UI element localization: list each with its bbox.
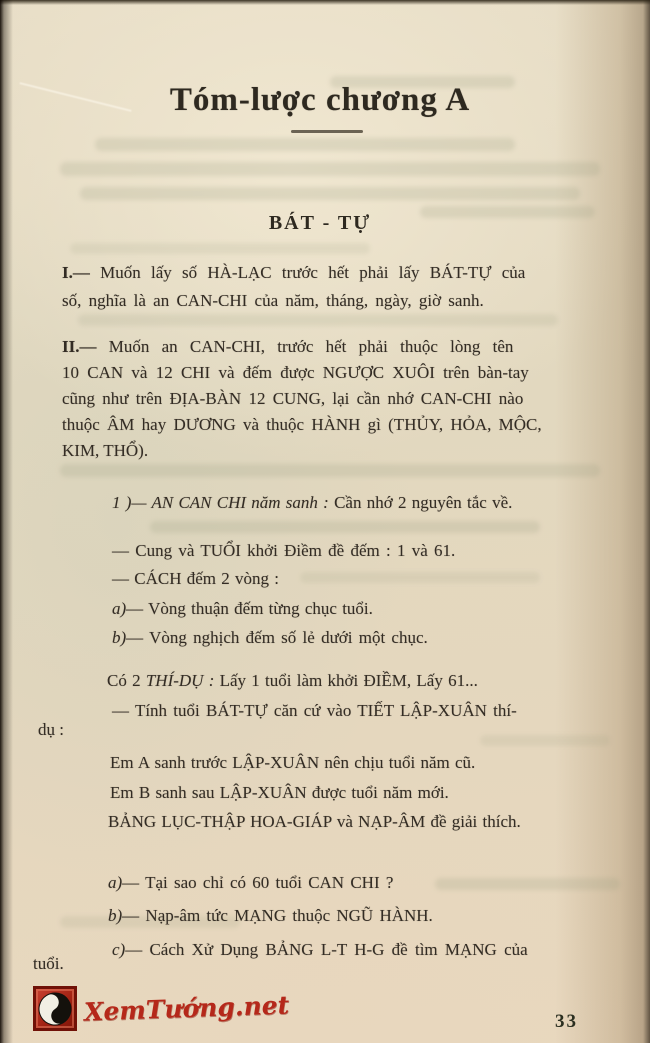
page-title: Tóm-lược chương A [169,82,471,118]
text-line: 1 )— AN CAN CHI năm sanh : Cần nhớ 2 nguyên tắc về. [112,493,513,512]
text-line: I.— Muốn lấy số HÀ-LẠC trước hết phải lấy BÁT-TỰ của [62,263,526,282]
text-line: — CÁCH đếm 2 vòng : [112,569,279,588]
text-line: b)— Vòng nghịch đếm số lẻ dưới một chục. [112,628,428,647]
text-line: KIM, THỔ). [62,441,149,460]
text-line: Em A sanh trước LẬP-XUÂN nên chịu tuổi năm cũ. [110,753,476,772]
watermark [33,986,289,1031]
text-line: c)— Cách Xử Dụng BẢNG L-T H-G đề tìm MẠNG của [112,940,528,959]
title-divider [291,130,363,133]
bleedthrough-smudge [300,572,540,583]
text-line: số, nghĩa là an CAN-CHI của năm, tháng, ngày, giờ sanh. [62,291,484,310]
text-line: dụ : [38,720,64,739]
bleedthrough-smudge [60,162,600,176]
bleedthrough-smudge [80,187,580,200]
watermark-text: XemTướng.net [83,990,290,1027]
text-line: cũng như trên ĐỊA-BÀN 12 CUNG, lại cần nhớ CAN-CHI nào [62,389,524,408]
text-line: II.— Muốn an CAN-CHI, trước hết phải thuộc lòng tên [62,337,514,356]
section-heading: BÁT - TỰ [268,212,372,234]
bleedthrough-smudge [435,878,620,890]
text-line: BẢNG LỤC-THẬP HOA-GIÁP và NẠP-ÂM đề giải thích. [108,812,521,831]
text-line: Em B sanh sau LẬP-XUÂN được tuổi năm mới. [110,783,449,802]
text-line: b)— Nạp-âm tức MẠNG thuộc NGŨ HÀNH. [108,906,433,925]
bleedthrough-smudge [95,138,515,151]
bleedthrough-smudge [480,735,610,746]
text-line: — Tính tuổi BÁT-TỰ căn cứ vào TIẾT LẬP-XUÂN thí- [112,701,517,720]
text-line: a)— Tại sao chỉ có 60 tuổi CAN CHI ? [108,873,394,892]
yin-yang-icon [33,986,77,1031]
bleedthrough-smudge [60,464,600,477]
bleedthrough-smudge [70,243,370,254]
text-line: — Cung và TUỔI khởi Điềm đề đếm : 1 và 61. [112,541,456,560]
text-line: a)— Vòng thuận đếm từng chục tuổi. [112,599,373,618]
text-line: thuộc ÂM hay DƯƠNG và thuộc HÀNH gì (THỦY, HỎA, MỘC, [62,415,542,434]
text-line: tuổi. [33,954,64,973]
text-line: 10 CAN và 12 CHI và đếm được NGƯỢC XUÔI trên bàn-tay [62,363,529,382]
bleedthrough-smudge [150,521,540,533]
page-number: 33 [555,1011,578,1032]
bleedthrough-smudge [78,314,558,326]
text-line: Có 2 THÍ-DỤ : Lấy 1 tuổi làm khởi ĐIỀM, Lấy 61... [107,671,478,690]
